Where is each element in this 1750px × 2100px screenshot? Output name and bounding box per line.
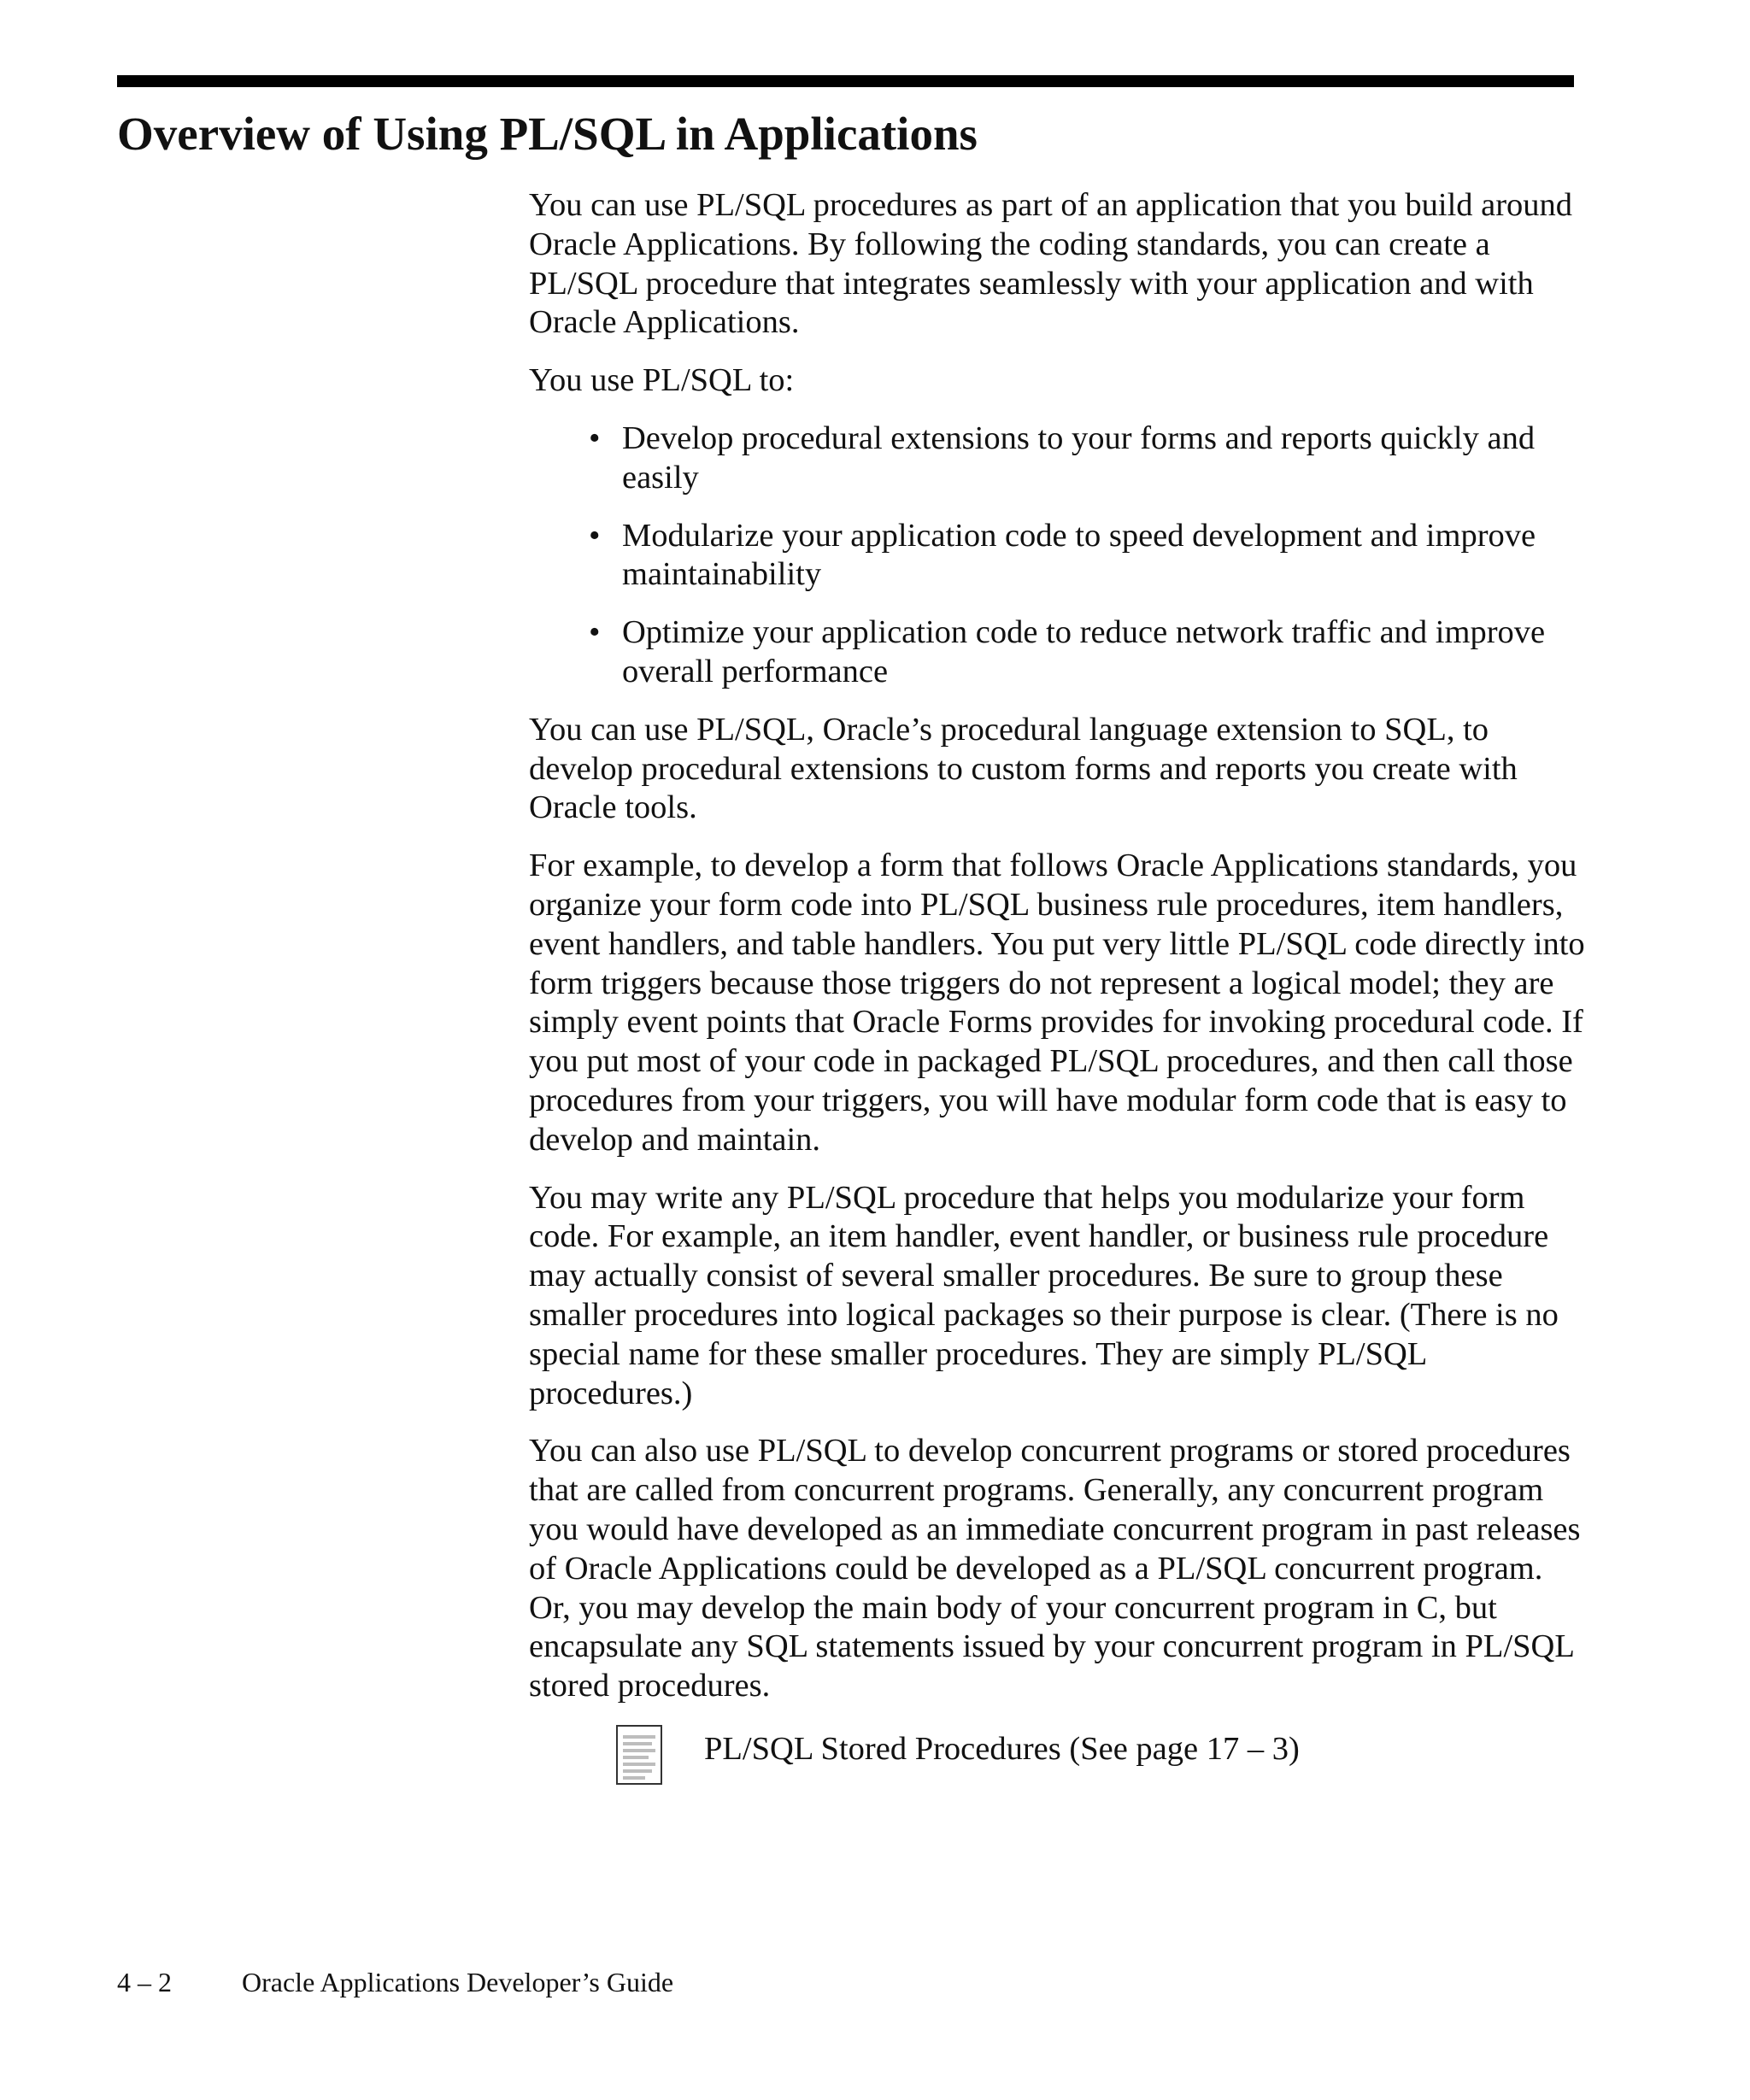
cross-reference-link[interactable]: PL/SQL Stored Procedures (See page 17 – 3) xyxy=(704,1730,1300,1767)
bullet-icon: • xyxy=(589,517,601,554)
list-item-text: Develop procedural extensions to your forms and reports quickly and easily xyxy=(622,419,1536,496)
document-icon xyxy=(616,1725,662,1785)
uses-intro: You use PL/SQL to: xyxy=(529,362,795,399)
cross-reference xyxy=(529,1725,1589,1793)
uses-list xyxy=(529,419,1589,692)
book-title: Oracle Applications Developer’s Guide xyxy=(242,1967,674,1997)
list-item-text: Modularize your application code to speed development and improve maintainability xyxy=(622,517,1536,593)
intro-paragraph: You can use PL/SQL procedures as part of an application that you build around Oracle Applications. By following the coding standards, you can create a PL/SQL procedure that integrates seamlessly with your application and with Oracle Applications. xyxy=(529,187,1573,341)
bullet-icon: • xyxy=(589,419,601,456)
section-title: Overview of Using PL/SQL in Applications xyxy=(117,108,978,160)
list-item xyxy=(529,517,1589,595)
paragraph-form-example: For example, to develop a form that follows Oracle Applications standards, you organize your form code into PL/SQL business rule procedures, item handlers, event handlers, and table handlers. You put very little PL/SQL code directly into form triggers because those triggers do not represent a logical model; they are simply event points that Oracle Forms provides for invoking procedural code. If you put most of your code in packaged PL/SQL procedures, and then call those procedures from your triggers, you will have modular form code that is easy to develop and maintain. xyxy=(529,848,1585,1158)
paragraph-modularize: You may write any PL/SQL procedure that helps you modularize your form code. For example, an item handler, event handler, or business rule procedure may actually consist of several smaller procedures. Be sure to group these smaller procedures into logical packages so their purpose is clear. (There is no special name for these smaller procedures. They are simply PL/SQL procedures.) xyxy=(529,1179,1559,1411)
list-item xyxy=(529,613,1589,692)
list-item xyxy=(529,419,1589,498)
page-number: 4 – 2 xyxy=(117,1967,172,1997)
body-text xyxy=(529,186,1589,1793)
paragraph-plsql-extension: You can use PL/SQL, Oracle’s procedural language extension to SQL, to develop procedural extensions to custom forms and reports you create with Oracle tools. xyxy=(529,711,1518,826)
paragraph-concurrent-programs: You can also use PL/SQL to develop concurrent programs or stored procedures that are called from concurrent programs. Generally, any concurrent program you would have developed as an immediate concurrent program in past releases of Oracle Applications could be developed as a PL/SQL concurrent program. Or, you may develop the main body of your concurrent program in C, but encapsulate any SQL statements issued by your concurrent program in PL/SQL stored procedures. xyxy=(529,1433,1581,1704)
top-rule xyxy=(117,75,1574,87)
bullet-icon: • xyxy=(589,614,601,651)
list-item-text: Optimize your application code to reduce network traffic and improve overall performance xyxy=(622,614,1546,689)
